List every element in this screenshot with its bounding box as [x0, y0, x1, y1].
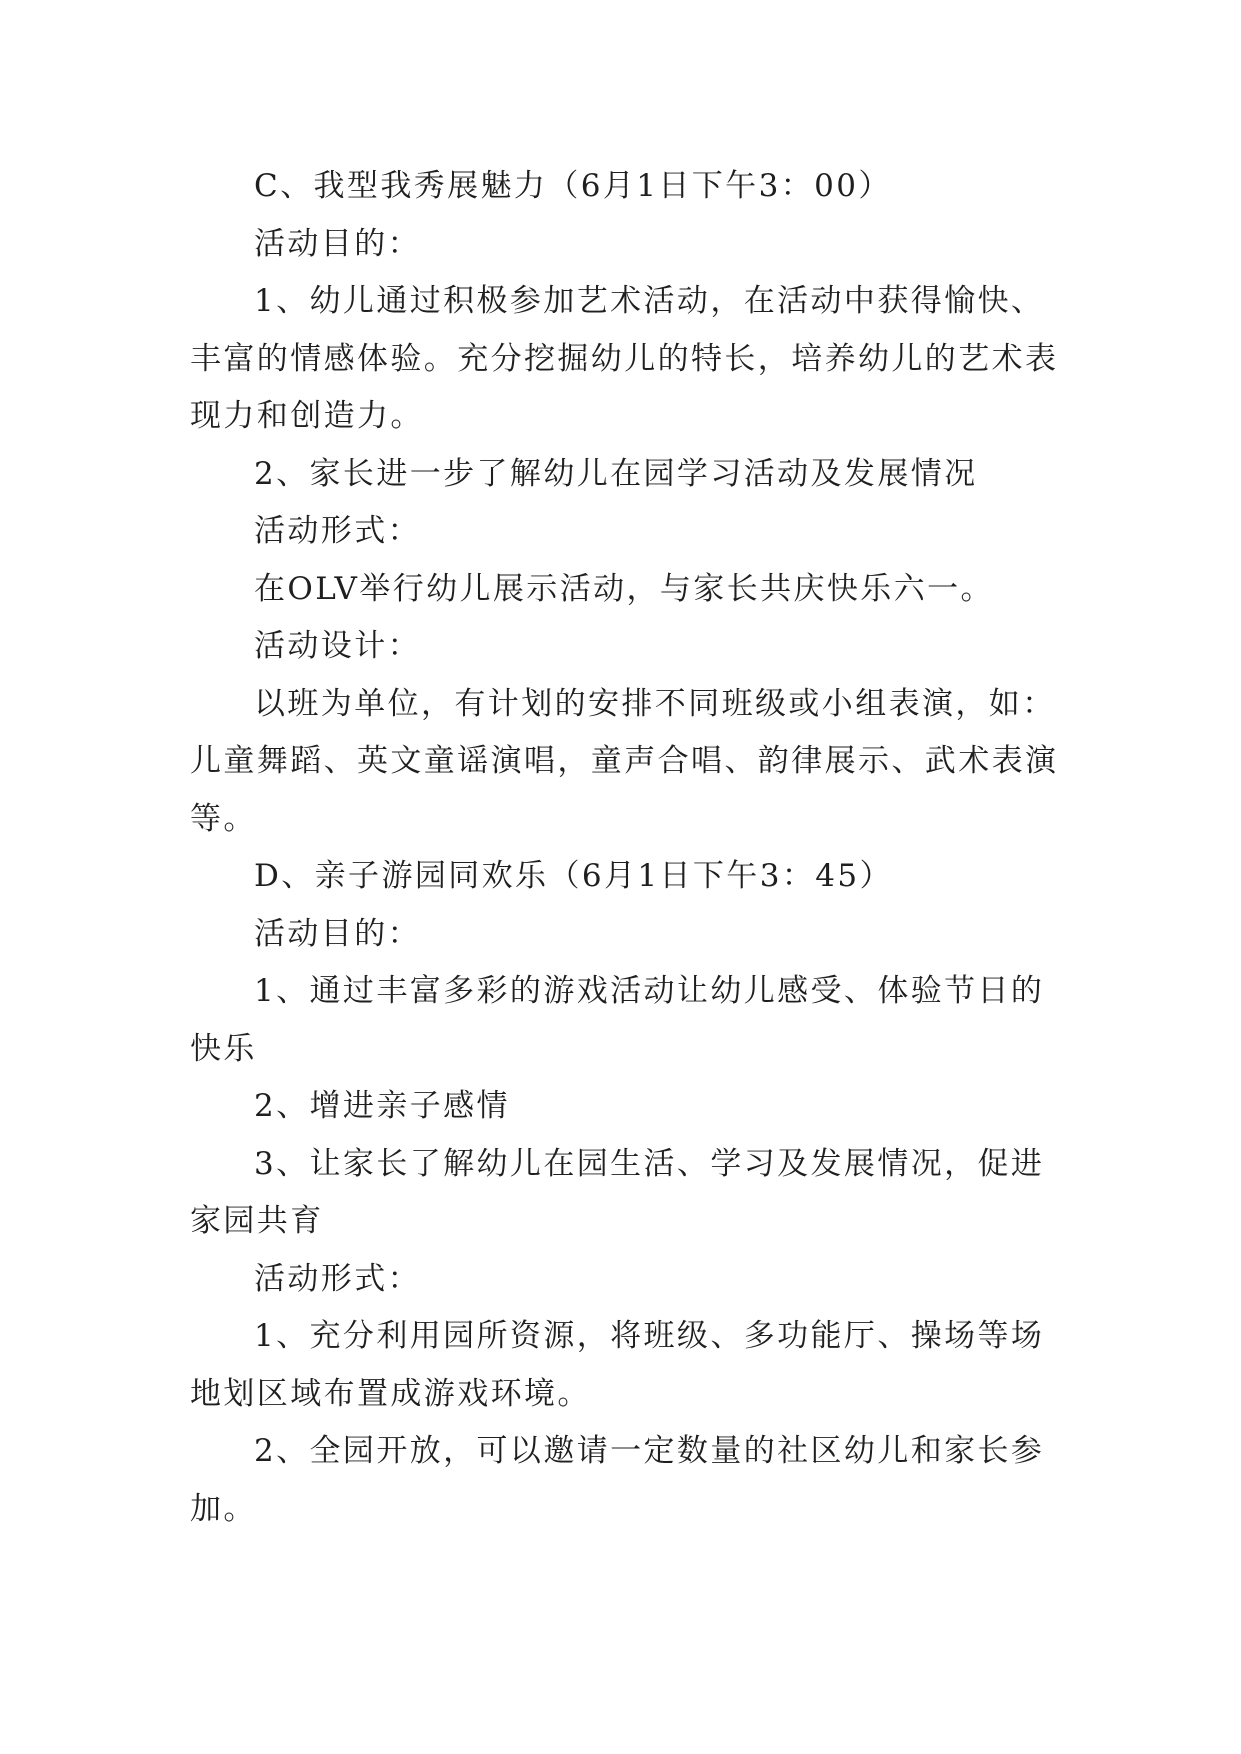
paragraph: 在OLV举行幼儿展示活动，与家长共庆快乐六一。 [254, 570, 994, 607]
document-body [190, 158, 1060, 1538]
section-heading-d: D、亲子游园同欢乐（6月1日下午3：45） [254, 858, 893, 894]
paragraph: 1、通过丰富多彩的游戏活动让幼儿感受、体验节日的快乐 [190, 973, 1045, 1067]
paragraph: 2、全园开放，可以邀请一定数量的社区幼儿和家长参加。 [190, 1433, 1045, 1527]
activity-goal-heading: 活动目的： [254, 915, 421, 952]
paragraph: 以班为单位，有计划的安排不同班级或小组表演，如：儿童舞蹈、英文童谣演唱，童声合唱、韵律展示、武术表演等。 [190, 685, 1059, 837]
section-heading-c: C、我型我秀展魅力（6月1日下午3：00） [254, 168, 892, 204]
paragraph: 1、幼儿通过积极参加艺术活动，在活动中获得愉快、丰富的情感体验。充分挖掘幼儿的特长，培养幼儿的艺术表现力和创造力。 [190, 283, 1059, 434]
paragraph: 1、充分利用园所资源，将班级、多功能厅、操场等场地划区域布置成游戏环境。 [190, 1318, 1045, 1412]
activity-form-heading: 活动形式： [254, 513, 421, 549]
activity-goal-heading: 活动目的： [254, 225, 421, 262]
paragraph: 2、家长进一步了解幼儿在园学习活动及发展情况 [254, 455, 978, 492]
activity-form-heading: 活动形式： [254, 1260, 421, 1297]
paragraph: 3、让家长了解幼儿在园生活、学习及发展情况，促进家园共育 [190, 1145, 1045, 1239]
activity-design-heading: 活动设计： [254, 628, 421, 664]
paragraph: 2、增进亲子感情 [254, 1088, 510, 1124]
